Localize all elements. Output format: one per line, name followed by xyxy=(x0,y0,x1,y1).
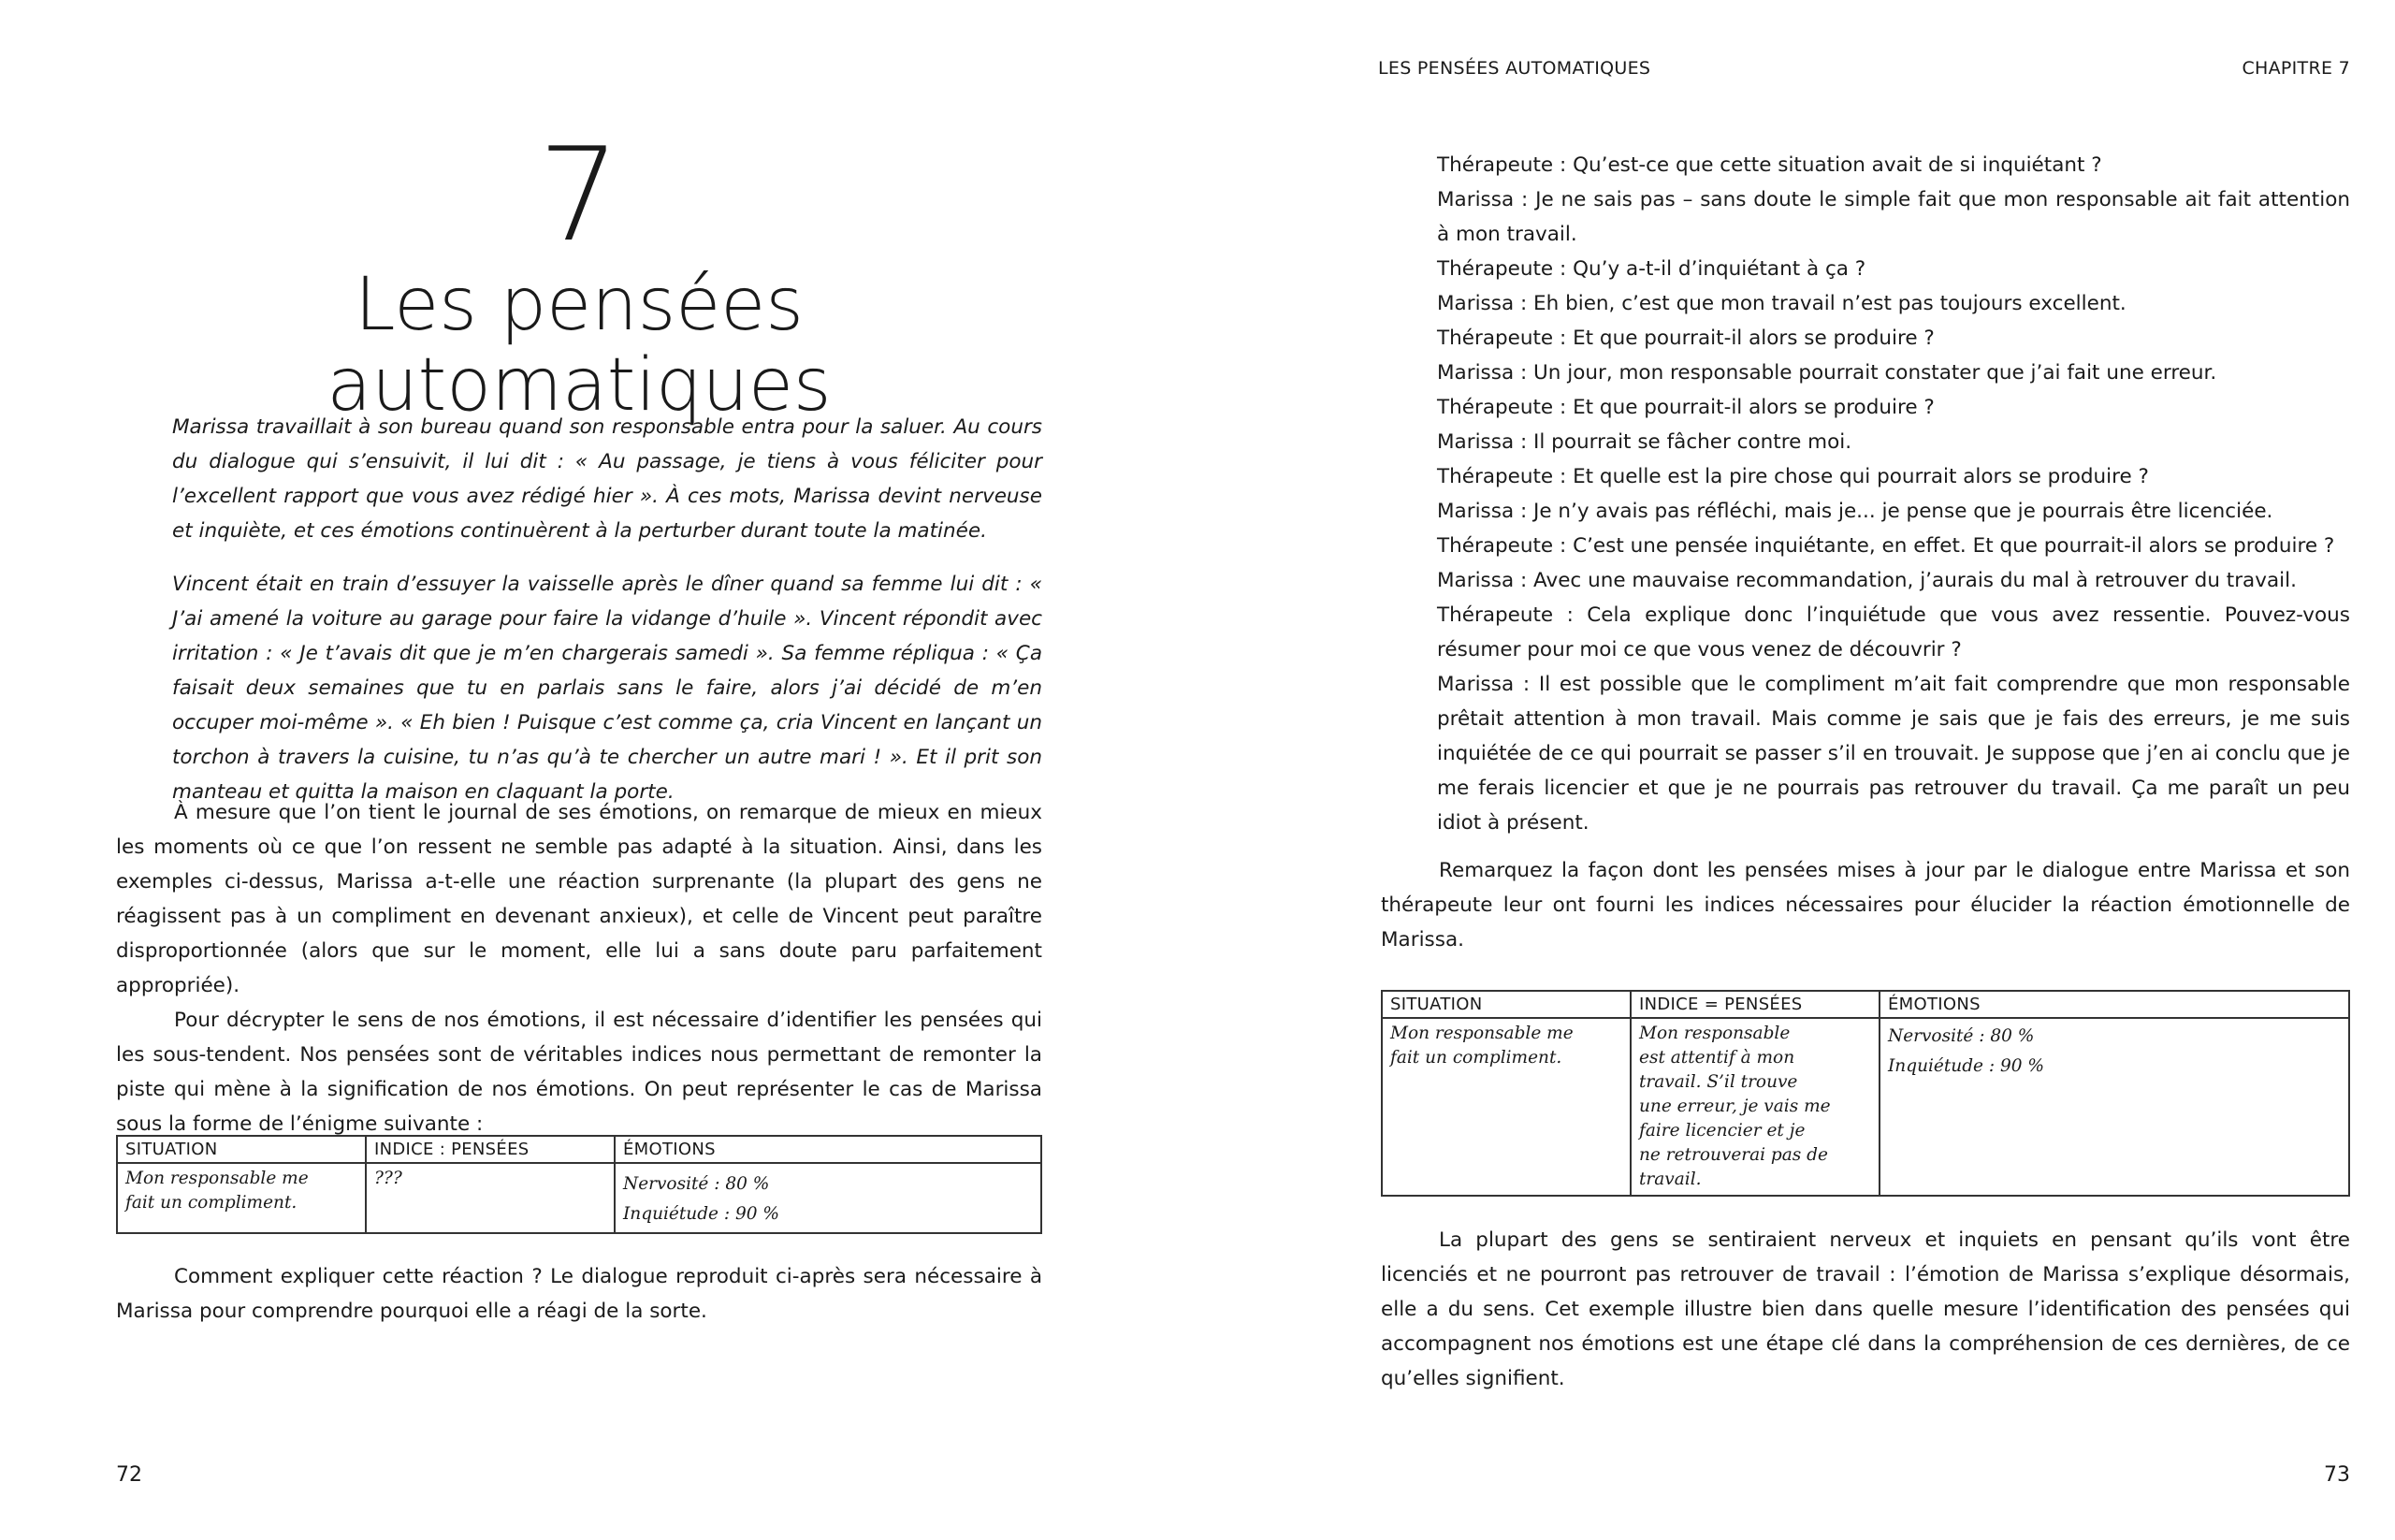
table-header-row xyxy=(1382,991,2349,1018)
cell-text: faire licencier et je xyxy=(1639,1121,1806,1140)
cell-text: Mon responsable me xyxy=(1390,1024,1574,1043)
dialogue-line: Marissa : Un jour, mon responsable pourrait constater que j’ai fait une erreur. xyxy=(1437,361,2217,385)
cell-text: ??? xyxy=(374,1169,402,1188)
table-row xyxy=(117,1163,1041,1233)
table-header: SITUATION xyxy=(117,1136,366,1163)
cell-text: Inquiétude : 90 % xyxy=(623,1204,779,1224)
cell-text: fait un compliment. xyxy=(125,1193,298,1213)
cell-text: ne retrouverai pas de xyxy=(1639,1145,1828,1165)
body-text-left xyxy=(116,795,1042,1141)
table-header-row xyxy=(117,1136,1041,1163)
paragraph: La plupart des gens se sentiraient nerveux et inquiets en pensant qu’ils vont être licenciés et ne pourront pas retrouver de travail : l’émotion de Marissa s’explique désormais, elle a du sens. Cet exemple illustre bien dans quelle mesure l’identification des pensées qui accompagnent nos émotions est une étape clé dans la compréhension de ces dernières, de ce qu’elles signifient. xyxy=(1381,1228,2350,1390)
cell-text: travail. S’il trouve xyxy=(1639,1072,1798,1092)
dialogue-line: Marissa : Il est possible que le compliment m’ait fait comprendre que mon responsable prêtait attention à mon travail. Mais comme je sais que je fais des erreurs, je me suis inquiétée de ce qui pourrait se passer s’il en trouvait. Je suppose que j’en ai conclu que je me ferais licencier et que je ne pourrais pas retrouver du travail. Ça me paraît un peu idiot à présent. xyxy=(1437,673,2350,835)
vignette-vincent: Vincent était en train d’essuyer la vaisselle après le dîner quand sa femme lui dit : « J’ai amené la voiture au garage pour faire la vidange d’huile ». Vincent répondit avec irritation : « Je t’avais dit que je m’en chargerais samedi ». Sa femme répliqua : « Ça faisait deux semaines que tu en parlais sans le faire, alors j’ai décidé de m’en occuper moi-même ». « Eh bien ! Puisque c’est comme ça, cria Vincent en lançant un torchon à travers la cuisine, tu n’as qu’à te chercher un autre mari ! ». Et il prit son manteau et quitta la maison en claquant la porte. xyxy=(172,573,1042,804)
after-table-text xyxy=(116,1259,1042,1329)
emotions-cell xyxy=(615,1163,1041,1233)
enigma-table-left xyxy=(116,1135,1042,1234)
cell-text: fait un compliment. xyxy=(1390,1048,1562,1068)
table-header: INDICE : PENSÉES xyxy=(366,1136,615,1163)
cell-text: travail. xyxy=(1639,1170,1702,1189)
dialogue-line: Thérapeute : Qu’est-ce que cette situation avait de si inquiétant ? xyxy=(1437,153,2102,177)
cell-text: Inquiétude : 90 % xyxy=(1888,1056,2044,1076)
dialogue-line: Thérapeute : Cela explique donc l’inquiétude que vous avez ressentie. Pouvez-vous résumer pour moi ce que vous venez de découvrir ? xyxy=(1437,603,2350,661)
cell-text: Mon responsable me xyxy=(125,1169,309,1188)
dialogue-line: Marissa : Eh bien, c’est que mon travail n’est pas toujours excellent. xyxy=(1437,292,2126,315)
vignette-marissa: Marissa travaillait à son bureau quand son responsable entra pour la saluer. Au cours du dialogue qui s’ensuivit, il lui dit : « Au passage, je tiens à vous féliciter pour l’excellent rapport que vous avez rédigé hier ». À ces mots, Marissa devint nerveuse et inquiète, et ces émotions continuèrent à la perturber durant toute la matinée. xyxy=(172,415,1042,543)
conclusion-text xyxy=(1381,1223,2350,1396)
dialogue-line: Marissa : Je ne sais pas – sans doute le simple fait que mon responsable ait fait attention à mon travail. xyxy=(1437,188,2350,246)
cell-text: est attentif à mon xyxy=(1639,1048,1795,1068)
situation-cell xyxy=(1382,1018,1631,1196)
table-header: ÉMOTIONS xyxy=(1880,991,2349,1018)
paragraph: À mesure que l’on tient le journal de ses émotions, on remarque de mieux en mieux les moments où ce que l’on ressent ne semble pas adapté à la situation. Ainsi, dans les exemples ci-dessus, Marissa a-t-elle une réaction surprenante (la plupart des gens ne réagissent pas à un compliment en devenant anxieux), et celle de Vincent peut paraître disproportionnée (alors que sur le moment, elle lui a sans doute paru parfaitement appropriée). xyxy=(116,801,1042,997)
table-header: INDICE = PENSÉES xyxy=(1631,991,1880,1018)
indice-cell xyxy=(1631,1018,1880,1196)
dialogue xyxy=(1437,148,2350,840)
chapter-number: 7 xyxy=(538,120,620,270)
remark-text xyxy=(1381,853,2350,957)
right-page xyxy=(1198,0,2395,1540)
table-header: ÉMOTIONS xyxy=(615,1136,1041,1163)
running-head-title: LES PENSÉES AUTOMATIQUES xyxy=(1378,58,1651,79)
cell-text: Mon responsable xyxy=(1639,1024,1791,1043)
dialogue-line: Thérapeute : Et que pourrait-il alors se produire ? xyxy=(1437,327,1935,350)
paragraph: Comment expliquer cette réaction ? Le dialogue reproduit ci-après sera nécessaire à Marissa pour comprendre pourquoi elle a réagi de la sorte. xyxy=(116,1265,1042,1323)
paragraph: Pour décrypter le sens de nos émotions, il est nécessaire d’identifier les pensées qui les sous-tendent. Nos pensées sont de véritables indices nous permettant de remonter la piste qui mène à la signification de nos émotions. On peut représenter le cas de Marissa sous la forme de l’énigme suivante : xyxy=(116,1009,1042,1136)
vignette-block xyxy=(172,410,1042,828)
dialogue-line: Marissa : Avec une mauvaise recommandation, j’aurais du mal à retrouver du travail. xyxy=(1437,569,2297,592)
page-number-left: 72 xyxy=(116,1463,142,1487)
table-row xyxy=(1382,1018,2349,1196)
paragraph: Remarquez la façon dont les pensées mises à jour par le dialogue entre Marissa et son thérapeute leur ont fourni les indices nécessaires pour élucider la réaction émotionnelle de Marissa. xyxy=(1381,859,2350,952)
dialogue-line: Marissa : Je n’y avais pas réfléchi, mais je... je pense que je pourrais être licenciée. xyxy=(1437,500,2273,523)
cell-text: Nervosité : 80 % xyxy=(1888,1026,2035,1046)
enigma-table-right xyxy=(1381,990,2350,1197)
situation-cell xyxy=(117,1163,366,1233)
emotions-cell xyxy=(1880,1018,2349,1196)
page-number-right: 73 xyxy=(2324,1463,2350,1487)
indice-cell xyxy=(366,1163,615,1233)
cell-text: une erreur, je vais me xyxy=(1639,1097,1831,1116)
running-head-chapter: CHAPITRE 7 xyxy=(2242,58,2350,79)
table-header: SITUATION xyxy=(1382,991,1631,1018)
cell-text: Nervosité : 80 % xyxy=(623,1174,770,1194)
dialogue-line: Thérapeute : C’est une pensée inquiétante, en effet. Et que pourrait-il alors se produire ? xyxy=(1437,534,2335,558)
dialogue-line: Thérapeute : Et quelle est la pire chose qui pourrait alors se produire ? xyxy=(1437,465,2149,488)
chapter-title: Les pensées automatiques xyxy=(327,263,832,428)
dialogue-line: Marissa : Il pourrait se fâcher contre moi. xyxy=(1437,430,1852,454)
dialogue-line: Thérapeute : Qu’y a-t-il d’inquiétant à ça ? xyxy=(1437,257,1866,281)
dialogue-line: Thérapeute : Et que pourrait-il alors se produire ? xyxy=(1437,396,1935,419)
